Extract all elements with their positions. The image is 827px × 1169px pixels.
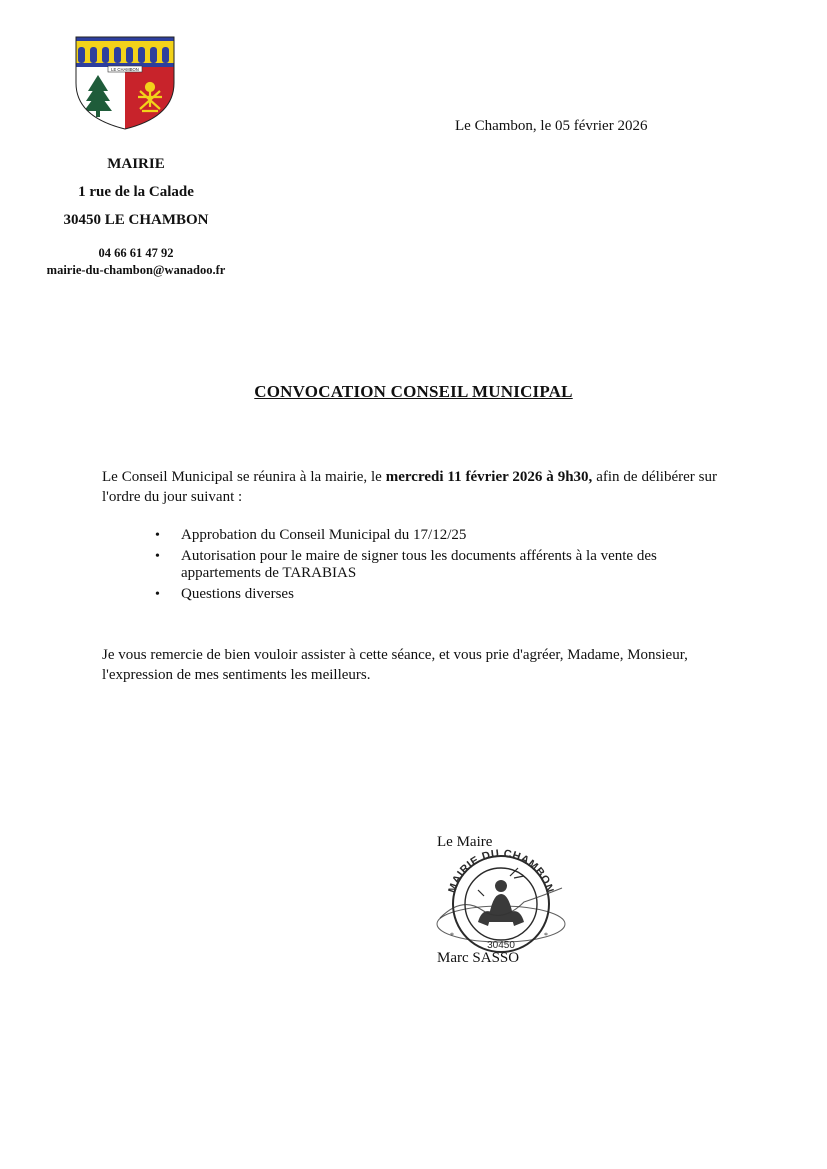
agenda-list bbox=[155, 527, 720, 606]
stamp-ring-text: MAIRIE DU CHAMBON bbox=[446, 847, 556, 895]
meeting-datetime: mercredi 11 février 2026 à 9h30, bbox=[385, 469, 593, 485]
sender-city: 30450 LE CHAMBON bbox=[63, 212, 209, 228]
intro-paragraph bbox=[102, 467, 717, 507]
sender-address: 1 rue de la Calade bbox=[78, 184, 194, 200]
svg-text:*: * bbox=[450, 931, 454, 940]
intro-text-after: afin de délibérer sur l'ordre du jour suivant : bbox=[102, 469, 718, 505]
agenda-item: • Questions diverses bbox=[155, 586, 720, 604]
official-stamp-icon bbox=[432, 838, 570, 956]
agenda-item: • Autorisation pour le maire de signer tous les documents afférents à la vente des appartements de TARABIAS bbox=[155, 548, 720, 583]
sender-phone: 04 66 61 47 92 bbox=[98, 246, 174, 260]
stamp-postcode: 30450 bbox=[487, 940, 515, 951]
agenda-item: • Approbation du Conseil Municipal du 17/12/25 bbox=[155, 527, 720, 545]
closing-paragraph: Je vous remercie de bien vouloir assister à cette séance, et vous prie d'agréer, Madame, Monsieur, l'expression de mes sentiments les meilleurs. bbox=[102, 647, 688, 683]
intro-text-before: Le Conseil Municipal se réunira à la mairie, le bbox=[102, 469, 386, 485]
signature-title: Le Maire bbox=[437, 834, 493, 850]
sender-block bbox=[30, 150, 242, 279]
sender-email: mairie-du-chambon@wanadoo.fr bbox=[46, 263, 226, 277]
date-line: Le Chambon, le 05 février 2026 bbox=[455, 118, 648, 134]
coat-of-arms-icon bbox=[74, 35, 176, 131]
sender-org: MAIRIE bbox=[107, 156, 165, 172]
svg-text:*: * bbox=[544, 931, 548, 940]
signature-name: Marc SASSO bbox=[437, 950, 520, 966]
document-title: CONVOCATION CONSEIL MUNICIPAL bbox=[254, 382, 573, 401]
crest-banner-text: LE CHAMBON bbox=[111, 66, 139, 72]
